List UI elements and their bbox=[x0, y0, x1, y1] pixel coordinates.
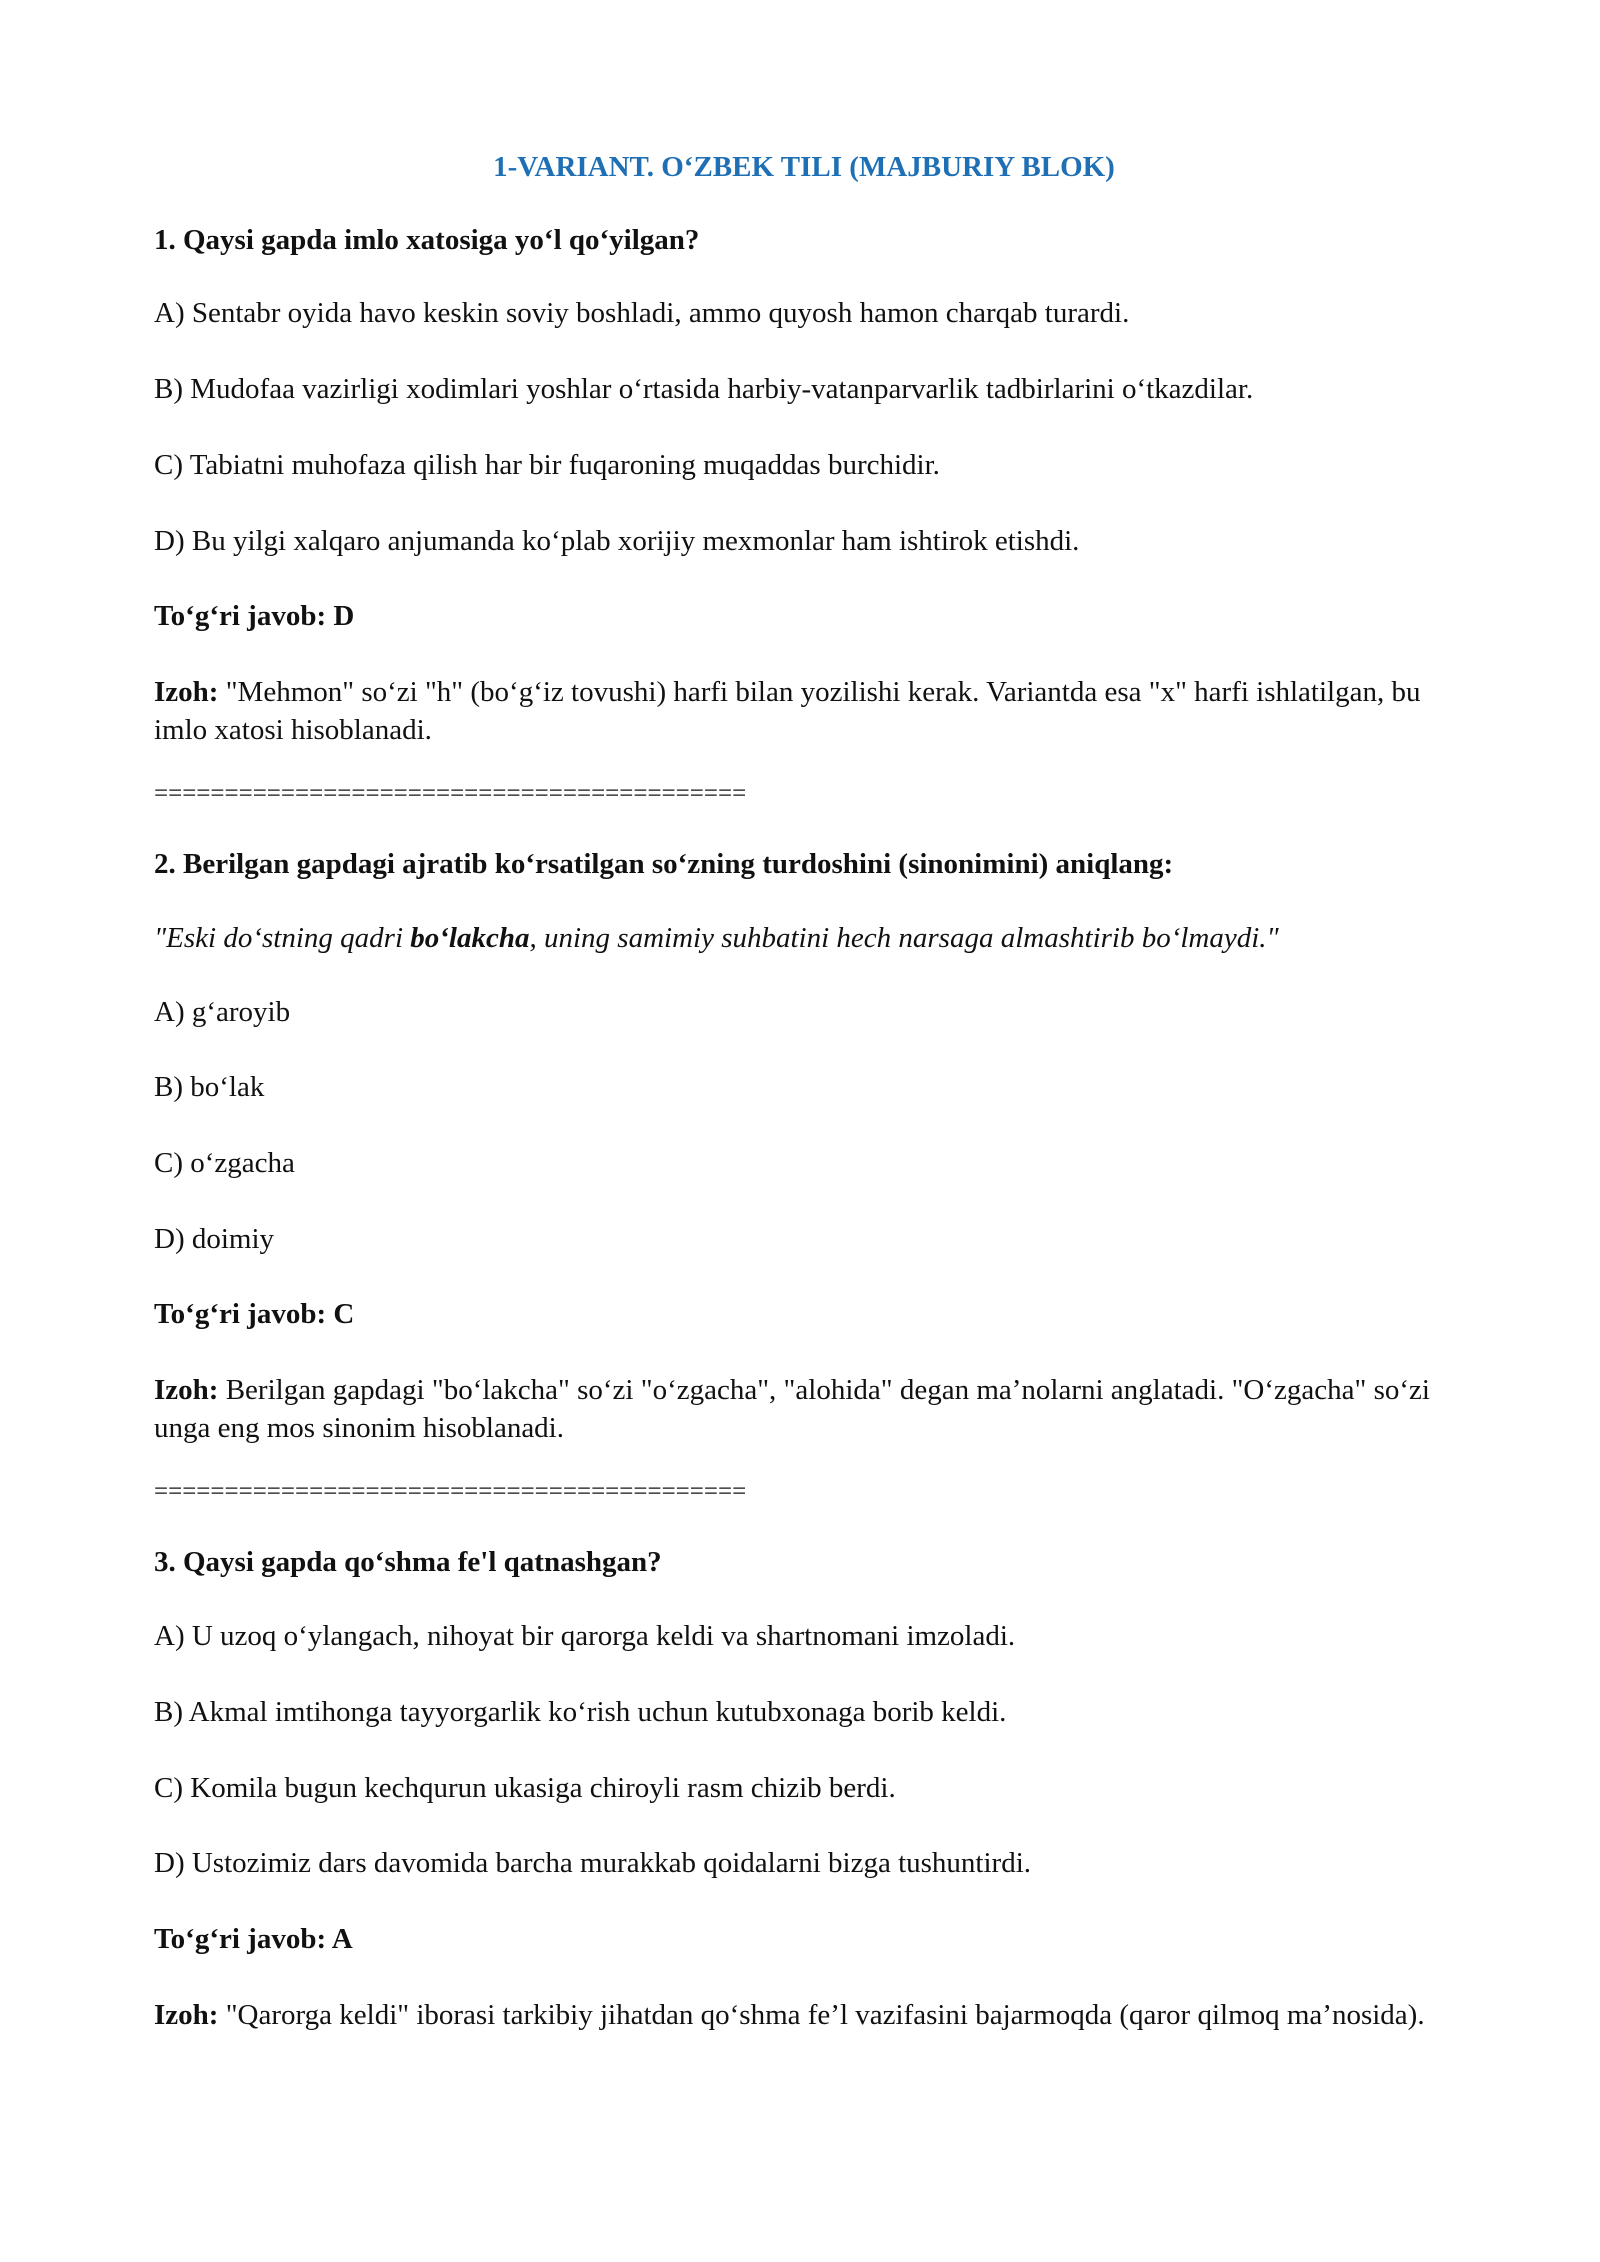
explanation-text: "Qarorga keldi" iborasi tarkibiy jihatdan qo‘shma fe’l vazifasini bajarmoqda (qaror qilmoq ma’nosida). bbox=[218, 1998, 1425, 2031]
question-1: 1. Qaysi gapda imlo xatosiga yo‘l qo‘yilgan? bbox=[154, 223, 700, 256]
question-2-quote bbox=[154, 920, 1454, 958]
divider-2: ========================================== bbox=[154, 1478, 747, 1506]
quote-text-after: , uning samimiy suhbatini hech narsaga almashtirib bo‘lmaydi." bbox=[529, 921, 1279, 954]
question-3-answer: To‘g‘ri javob: A bbox=[154, 1922, 353, 1955]
question-1-option-d: D) Bu yilgi xalqaro anjumanda ko‘plab xorijiy mexmonlar ham ishtirok etishdi. bbox=[154, 524, 1080, 557]
document-page bbox=[154, 150, 1454, 2070]
quote-highlighted-word: bo‘lakcha bbox=[410, 921, 530, 954]
question-3-option-d: D) Ustozimiz dars davomida barcha murakkab qoidalarni bizga tushuntirdi. bbox=[154, 1847, 1031, 1880]
explanation-text: Berilgan gapdagi "bo‘lakcha" so‘zi "o‘zgacha", "alohida" degan ma’nolarni anglatadi. "O‘zgacha" so‘zi unga eng mos sinonim hisoblanadi. bbox=[154, 1374, 1430, 1444]
question-3-option-c: C) Komila bugun kechqurun ukasiga chiroyli rasm chizib berdi. bbox=[154, 1771, 896, 1804]
question-2-option-a: A) g‘aroyib bbox=[154, 995, 291, 1028]
divider-1: ========================================== bbox=[154, 780, 747, 808]
question-1-option-c: C) Tabiatni muhofaza qilish har bir fuqaroning muqaddas burchidir. bbox=[154, 448, 940, 481]
quote-text-before: "Eski do‘stning qadri bbox=[154, 921, 411, 954]
question-3-explanation bbox=[154, 1997, 1454, 2035]
question-1-option-b: B) Mudofaa vazirligi xodimlari yoshlar o‘rtasida harbiy-vatanparvarlik tadbirlarini o‘tkazdilar. bbox=[154, 373, 1254, 406]
question-2-option-d: D) doimiy bbox=[154, 1222, 275, 1255]
question-1-answer: To‘g‘ri javob: D bbox=[154, 600, 355, 633]
explanation-text: "Mehmon" so‘zi "h" (bo‘g‘iz tovushi) harfi bilan yozilishi kerak. Variantda esa "x" harfi ishlatilgan, bu imlo xatosi hisoblanadi. bbox=[154, 675, 1421, 746]
question-1-explanation bbox=[154, 674, 1454, 749]
question-2: 2. Berilgan gapdagi ajratib ko‘rsatilgan so‘zning turdoshini (sinonimini) aniqlang: bbox=[154, 848, 1174, 881]
explanation-label: Izoh: bbox=[154, 1374, 219, 1407]
question-2-answer: To‘g‘ri javob: C bbox=[154, 1298, 355, 1331]
explanation-label: Izoh: bbox=[154, 1998, 219, 2031]
question-3-option-b: B) Akmal imtihonga tayyorgarlik ko‘rish uchun kutubxonaga borib keldi. bbox=[154, 1695, 1007, 1728]
question-3-option-a: A) U uzoq o‘ylangach, nihoyat bir qarorga keldi va shartnomani imzoladi. bbox=[154, 1620, 1016, 1653]
page-title: 1-VARIANT. O‘ZBEK TILI (MAJBURIY BLOK) bbox=[493, 151, 1115, 183]
question-3: 3. Qaysi gapda qo‘shma fe'l qatnashgan? bbox=[154, 1546, 662, 1579]
question-2-explanation bbox=[154, 1372, 1454, 1447]
question-2-option-c: C) o‘zgacha bbox=[154, 1147, 295, 1180]
question-1-option-a: A) Sentabr oyida havo keskin soviy boshladi, ammo quyosh hamon charqab turardi. bbox=[154, 297, 1130, 330]
question-2-option-b: B) bo‘lak bbox=[154, 1071, 265, 1104]
explanation-label: Izoh: bbox=[154, 675, 219, 708]
